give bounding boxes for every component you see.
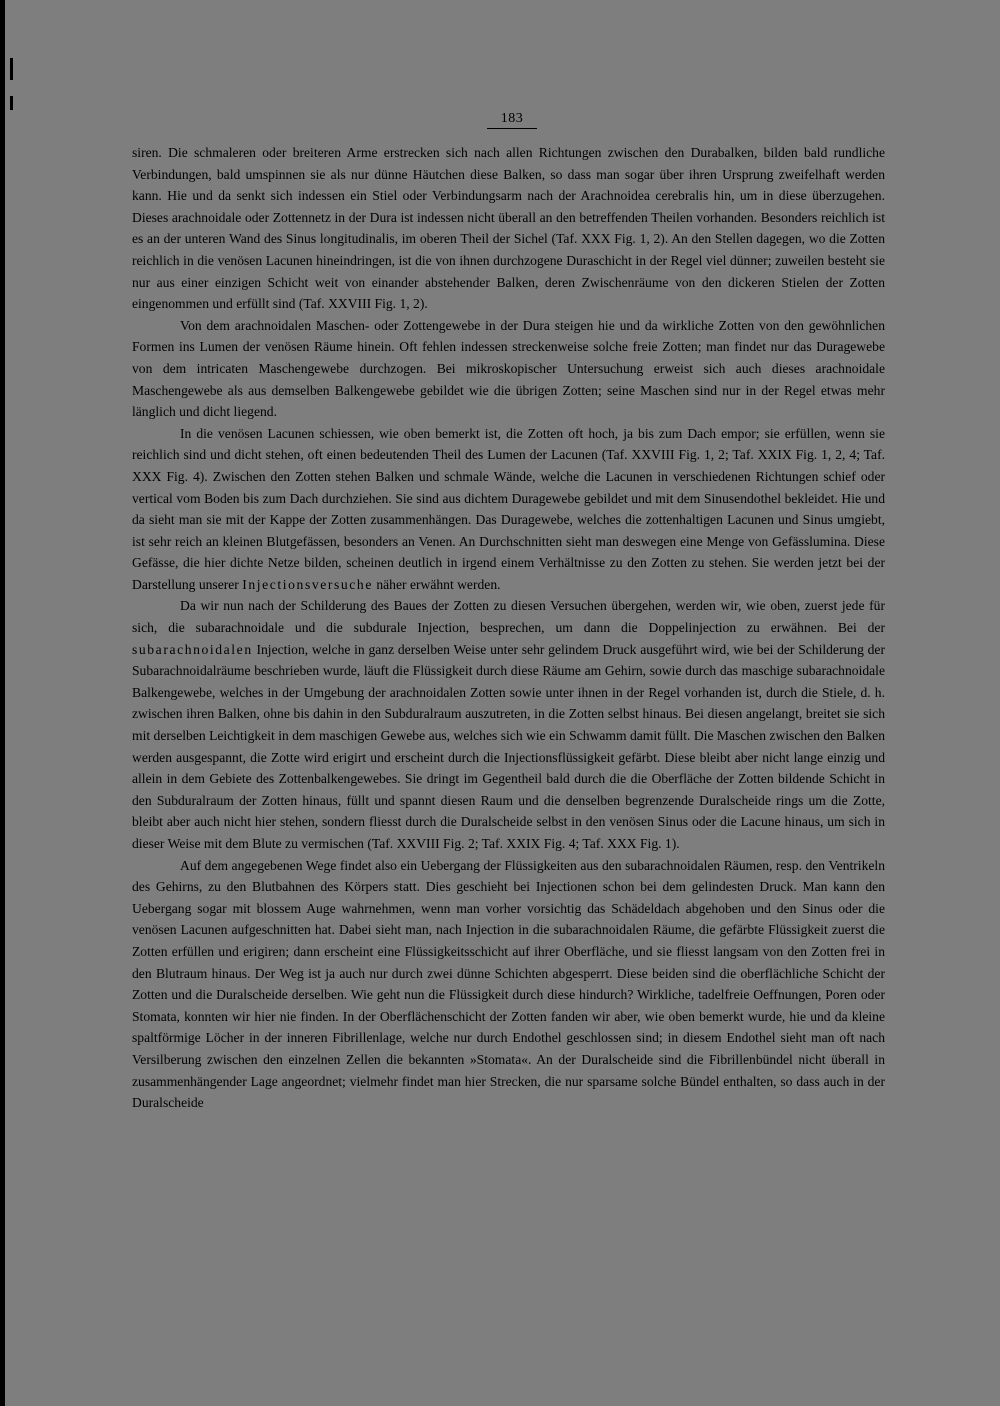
scan-edge-mark	[10, 96, 13, 110]
emphasized-term: Injectionsversuche	[242, 576, 373, 592]
emphasized-term: subarachnoidalen	[132, 641, 253, 657]
paragraph-text: In die venösen Lacunen schiessen, wie oben bemerkt ist, die Zotten oft hoch, ja bis zum Dach empor; sie erfüllen, wenn sie reichlich sind und dicht stehen, oft einen bedeutenden Theil des Lumen der Lacunen (Taf. XXVIII Fig. 1, 2; Taf. XXIX Fig. 1, 2, 4; Taf. XXX Fig. 4). Zwischen den Zotten stehen Balken und schmale Wände, welche die Lacunen in verschiedenen Richtungen schief oder vertical vom Boden bis zum Dach durchziehen. Sie sind aus dichtem Duragewebe gebildet und mit dem Sinusendothel bekleidet. Hie und da sieht man sie mit der Kappe der Zotten zusammenhängen. Das Duragewebe, welches die zottenhaltigen Lacunen und Sinus umgiebt, ist sehr reich an kleinen Blutgefässen, besonders an Venen. An Durchschnitten sieht man deswegen eine Menge von Gefässlumina. Diese Gefässe, die hier dichte Netze bilden, scheinen deutlich in irgend einem Verhältnisse zu den Zotten zu stehen. Sie werden jetzt bei der Darstellung unserer	[132, 425, 885, 592]
paragraph-text: näher erwähnt werden.	[372, 576, 501, 592]
scan-edge-mark	[10, 58, 13, 80]
paragraph-text: siren. Die schmaleren oder breiteren Arme erstrecken sich nach allen Richtungen zwischen den Durabalken, bilden bald rundliche Verbindungen, bald umspinnen sie als nur dünne Häutchen diese Balken, so dass man sogar über ihren Ursprung zweifelhaft werden kann. Hie und da senkt sich indessen ein Stiel oder Verbindungsarm nach der Arachnoidea cerebralis hin, um in diese überzugehen. Dieses arachnoidale oder Zottennetz in der Dura ist indessen nicht überall an den betreffenden Theilen vorhanden. Besonders reichlich ist es an der unteren Wand des Sinus longitudinalis, im oberen Theil der Sichel (Taf. XXX Fig. 1, 2). An den Stellen dagegen, wo die Zotten reichlich in die venösen Lacunen hineindringen, ist die von ihnen durchzogene Duraschicht in der Regel viel dünner; zuweilen besteht sie nur aus einer einzigen Schicht weit von einander abstehender Balken, deren Zwischenräume von den dickeren Stielen der Zotten eingenommen und erfüllt sind (Taf. XXVIII Fig. 1, 2).	[132, 145, 885, 312]
paragraph	[132, 315, 885, 423]
paragraph-text: Injection, welche in ganz derselben Weise unter sehr gelindem Druck ausgeführt wird, wie bei der Schilderung der Subarachnoidalräume beschrieben wurde, läuft die Flüssigkeit durch diese Räume am Gehirn, sowie durch das maschige subarachnoidale Balkengewebe, welches in der Umgebung der arachnoidalen Zotten sowie unter ihnen in der Regel vorhanden ist, durch die Stiele, d. h. zwischen ihren Balken, ohne bis dahin in den Subduralraum auszutreten, in die Zotten selbst hinaus. Bei diesen angelangt, breitet sie sich mit derselben Leichtigkeit in dem maschigen Gewebe aus, welches sich wie ein Schwamm damit füllt. Die Maschen zwischen den Balken werden ausgespannt, die Zotte wird erigirt und erscheint durch die Injectionsflüssigkeit gefärbt. Diese bleibt aber nicht lange einzig und allein in dem Gebiete des Zottenbalkengewebes. Sie dringt im Gegentheil bald durch die die Oberfläche der Zotten bildende Schicht in den Subduralraum der Zotten hinaus, füllt und spannt diesen Raum und die denselben begrenzende Duralscheide rings um die Zotte, bleibt aber auch nicht hier stehen, sondern fliesst durch die Duralscheide selbst in den venösen Sinus oder die Lacune hinaus, um sich in dieser Weise mit dem Blute zu vermischen (Taf. XXVIII Fig. 2; Taf. XXIX Fig. 4; Taf. XXX Fig. 1).	[132, 641, 885, 851]
page-number: 183	[487, 110, 537, 129]
paragraph-text: Von dem arachnoidalen Maschen- oder Zottengewebe in der Dura steigen hie und da wirkliche Zotten von den gewöhnlichen Formen ins Lumen der venösen Räume hinein. Oft fehlen indessen streckenweise solche freie Zotten; man findet nur das Duragewebe von dem intricaten Maschengewebe durchzogen. Bei mikroskopischer Untersuchung erweist sich auch dieses arachnoidale Maschengewebe als aus demselben Balkengewebe gebildet wie die übrigen Zotten; seine Maschen sind nur in der Regel etwas mehr länglich und dicht liegend.	[132, 317, 885, 420]
paragraph-text: Da wir nun nach der Schilderung des Baues der Zotten zu diesen Versuchen übergehen, werden wir, wie oben, zuerst jede für sich, die subarachnoidale und die subdurale Injection, besprechen, um dann die Doppelinjection zu erwähnen. Bei der	[132, 598, 885, 636]
paragraph	[132, 855, 885, 1114]
paragraph	[132, 423, 885, 596]
paragraph	[132, 595, 885, 854]
scanned-page	[5, 0, 1000, 1406]
body-text	[132, 142, 885, 1114]
paragraph-text: Auf dem angegebenen Wege findet also ein Uebergang der Flüssigkeiten aus den subarachnoidalen Räumen, resp. den Ventrikeln des Gehirns, zu den Blutbahnen des Körpers statt. Dies geschieht bei Injectionen schon bei dem gelindesten Druck. Man kann den Uebergang sogar mit blossem Auge wahrnehmen, wenn man vorher vorsichtig das Schädeldach abgehoben und den Sinus oder die venösen Lacunen aufgeschnitten hat. Dabei sieht man, nach Injection in die subarachnoidalen Räume, die gefärbte Flüssigkeit zuerst die Zotten erfüllen und erigiren; dann erscheint eine Flüssigkeitsschicht auf ihrer Oberfläche, und sie fliesst langsam von den Zotten frei in den Blutraum hinaus. Der Weg ist ja auch nur durch zwei dünne Schichten abgesperrt. Diese beiden sind die oberflächliche Schicht der Zotten und die Duralscheide derselben. Wie geht nun die Flüssigkeit durch diese hindurch? Wirkliche, tadelfreie Oeffnungen, Poren oder Stomata, konnten wir hier nie finden. In der Oberflächenschicht der Zotten fanden wir aber, wie oben bemerkt wurde, hie und da kleine spaltförmige Löcher in der inneren Fibrillenlage, welche nur durch Endothel geschlossen sind; in diesem Endothel sieht man oft nach Versilberung zwischen den einzelnen Zellen die bekannten »Stomata«. An der Duralscheide sind die Fibrillenbündel nicht überall in zusammenhängender Lage angeordnet; vielmehr findet man hier Strecken, die nur sparsame solche Bündel enthalten, so dass auch in der Duralscheide	[132, 857, 885, 1111]
paragraph	[132, 142, 885, 315]
